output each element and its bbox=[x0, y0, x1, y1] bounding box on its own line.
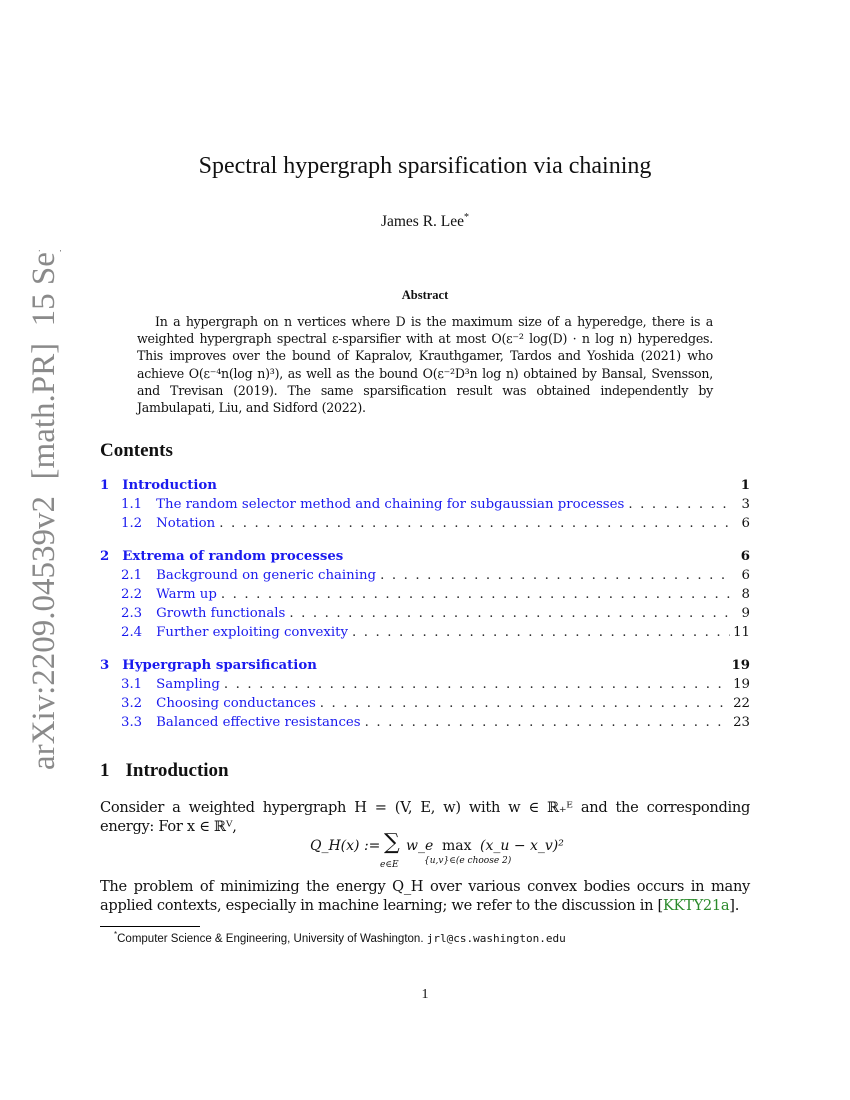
toc-entry-title[interactable]: Choosing conductances bbox=[156, 696, 316, 711]
toc-entry-page: 1 bbox=[740, 478, 750, 493]
equation-lhs: Q_H(x) := bbox=[310, 838, 381, 854]
toc-entry[interactable] bbox=[100, 696, 750, 715]
toc-entry-page: 9 bbox=[741, 606, 750, 621]
toc-entry-title[interactable]: The random selector method and chaining for subgaussian processes bbox=[156, 497, 625, 512]
toc-entry-title[interactable]: Growth functionals bbox=[156, 606, 286, 621]
toc-leader-dots bbox=[215, 516, 730, 531]
toc-entry-page: 23 bbox=[733, 715, 750, 730]
toc-entry-page: 8 bbox=[741, 587, 750, 602]
paragraph-2-text: The problem of minimizing the energy Q_H over various convex bodies occurs in many applied contexts, especially in machine learning; we refer to the discussion in [ bbox=[100, 878, 750, 915]
arxiv-stamp bbox=[16, 250, 66, 770]
paper-title: Spectral hypergraph sparsification via chaining bbox=[198, 153, 652, 179]
footnote-mark: * bbox=[114, 930, 118, 939]
footnote bbox=[114, 930, 566, 945]
abstract-text: In a hypergraph on n vertices where D is the maximum size of a hyperedge, there is a weighted hypergraph spectral ε-sparsifier with at most O(ε⁻² log(D) · n log n) hyperedges. This improves over the bound of Kapralov, Krauthgamer, Tardos and Yoshida (2021) who achieve O(ε⁻⁴n(log n)³), as well as the bound O(ε⁻²D³n log n) obtained by Bansal, Svensson, and Trevisan (2019). The same sparsification result was obtained independently by Jambulapati, Liu, and Sidford (2022). bbox=[137, 314, 713, 416]
section-number: 1 bbox=[100, 760, 110, 781]
toc-entry-title[interactable]: Further exploiting convexity bbox=[156, 625, 348, 640]
intro-paragraph-2 bbox=[100, 877, 750, 916]
energy-equation bbox=[310, 832, 570, 872]
author-name: James R. Lee bbox=[380, 213, 465, 231]
citation-link[interactable]: KKTY21a bbox=[662, 897, 730, 915]
page-number: 1 bbox=[421, 987, 429, 1002]
toc-entry-title[interactable]: Introduction bbox=[122, 478, 217, 493]
toc-entry[interactable] bbox=[100, 478, 750, 497]
toc-leader-dots bbox=[348, 625, 730, 640]
footnote-text: Computer Science & Engineering, University of Washington. bbox=[117, 932, 424, 945]
paragraph-2-end: ]. bbox=[729, 897, 740, 915]
toc-entry-title[interactable]: Sampling bbox=[156, 677, 220, 692]
toc-entry-number[interactable]: 2 bbox=[100, 549, 110, 564]
toc-leader-dots bbox=[316, 696, 730, 711]
toc-entry-page: 19 bbox=[731, 658, 750, 673]
toc-entry-number[interactable]: 3 bbox=[100, 658, 110, 673]
toc-entry[interactable] bbox=[100, 549, 750, 568]
toc-entry-page: 6 bbox=[741, 516, 750, 531]
toc-entry[interactable] bbox=[100, 587, 750, 606]
toc-entry-title[interactable]: Hypergraph sparsification bbox=[122, 658, 317, 673]
toc-entry[interactable] bbox=[100, 677, 750, 696]
toc-entry[interactable] bbox=[100, 606, 750, 625]
difference-term: (x_u − x_v)² bbox=[480, 838, 564, 854]
toc-entry-title[interactable]: Balanced effective resistances bbox=[156, 715, 361, 730]
toc-entry-page: 11 bbox=[733, 625, 750, 640]
abstract-heading: Abstract bbox=[401, 288, 449, 302]
toc-entry[interactable] bbox=[100, 516, 750, 535]
toc-entry-number[interactable]: 3.3 bbox=[121, 715, 143, 730]
toc-leader-dots bbox=[220, 677, 730, 692]
toc-entry-number[interactable]: 1.2 bbox=[121, 516, 143, 531]
toc-entry[interactable] bbox=[100, 497, 750, 516]
abstract-body bbox=[137, 313, 713, 416]
toc-entry-title[interactable]: Notation bbox=[156, 516, 216, 531]
toc-entry-page: 6 bbox=[740, 549, 750, 564]
arxiv-stamp-text: arXiv:2209.04539v2 [math.PR] 15 Sep 2022 bbox=[26, 250, 62, 770]
toc-entry-number[interactable]: 2.4 bbox=[121, 625, 143, 640]
toc-entry-number[interactable]: 2.1 bbox=[121, 568, 143, 583]
toc-leader-dots bbox=[217, 587, 730, 602]
toc-entry-title[interactable]: Warm up bbox=[156, 587, 217, 602]
toc-entry-number[interactable]: 2.3 bbox=[121, 606, 143, 621]
section-heading bbox=[100, 760, 229, 782]
section-title: Introduction bbox=[125, 760, 229, 781]
intro-paragraph-1: Consider a weighted hypergraph H = (V, E, w) with w ∈ ℝ₊ᴱ and the corresponding energy: For x ∈ ℝⱽ, bbox=[100, 799, 750, 836]
toc-entry-page: 6 bbox=[741, 568, 750, 583]
toc-entry[interactable] bbox=[100, 625, 750, 644]
toc-entry[interactable] bbox=[100, 568, 750, 587]
toc-leader-dots bbox=[376, 568, 730, 583]
toc-entry-number[interactable]: 3.2 bbox=[121, 696, 143, 711]
contents-heading: Contents bbox=[100, 440, 173, 461]
author bbox=[0, 212, 850, 231]
toc-leader-dots bbox=[624, 497, 730, 512]
weight-term: w_e bbox=[406, 838, 434, 854]
toc-leader-dots bbox=[285, 606, 730, 621]
toc-entry-page: 22 bbox=[733, 696, 750, 711]
toc-entry-page: 19 bbox=[733, 677, 750, 692]
footnote-email[interactable]: jrl@cs.washington.edu bbox=[426, 931, 566, 945]
toc-entry-number[interactable]: 1 bbox=[100, 478, 110, 493]
toc-entry[interactable] bbox=[100, 715, 750, 734]
footnote-rule bbox=[100, 926, 200, 927]
toc-entry-page: 3 bbox=[741, 497, 750, 512]
toc-entry-number[interactable]: 1.1 bbox=[121, 497, 143, 512]
author-footnote-mark[interactable]: * bbox=[464, 212, 470, 223]
table-of-contents bbox=[100, 478, 750, 734]
sum-symbol: ∑ bbox=[384, 830, 400, 855]
max-operator: max bbox=[442, 838, 472, 854]
toc-entry-title[interactable]: Extrema of random processes bbox=[122, 549, 344, 564]
toc-entry[interactable] bbox=[100, 658, 750, 677]
toc-entry-number[interactable]: 2.2 bbox=[121, 587, 143, 602]
toc-leader-dots bbox=[361, 715, 730, 730]
toc-entry-number[interactable]: 3.1 bbox=[121, 677, 143, 692]
max-index: {u,v}∈(e choose 2) bbox=[424, 856, 512, 866]
toc-entry-title[interactable]: Background on generic chaining bbox=[156, 568, 377, 583]
sum-index: e∈E bbox=[380, 860, 399, 870]
